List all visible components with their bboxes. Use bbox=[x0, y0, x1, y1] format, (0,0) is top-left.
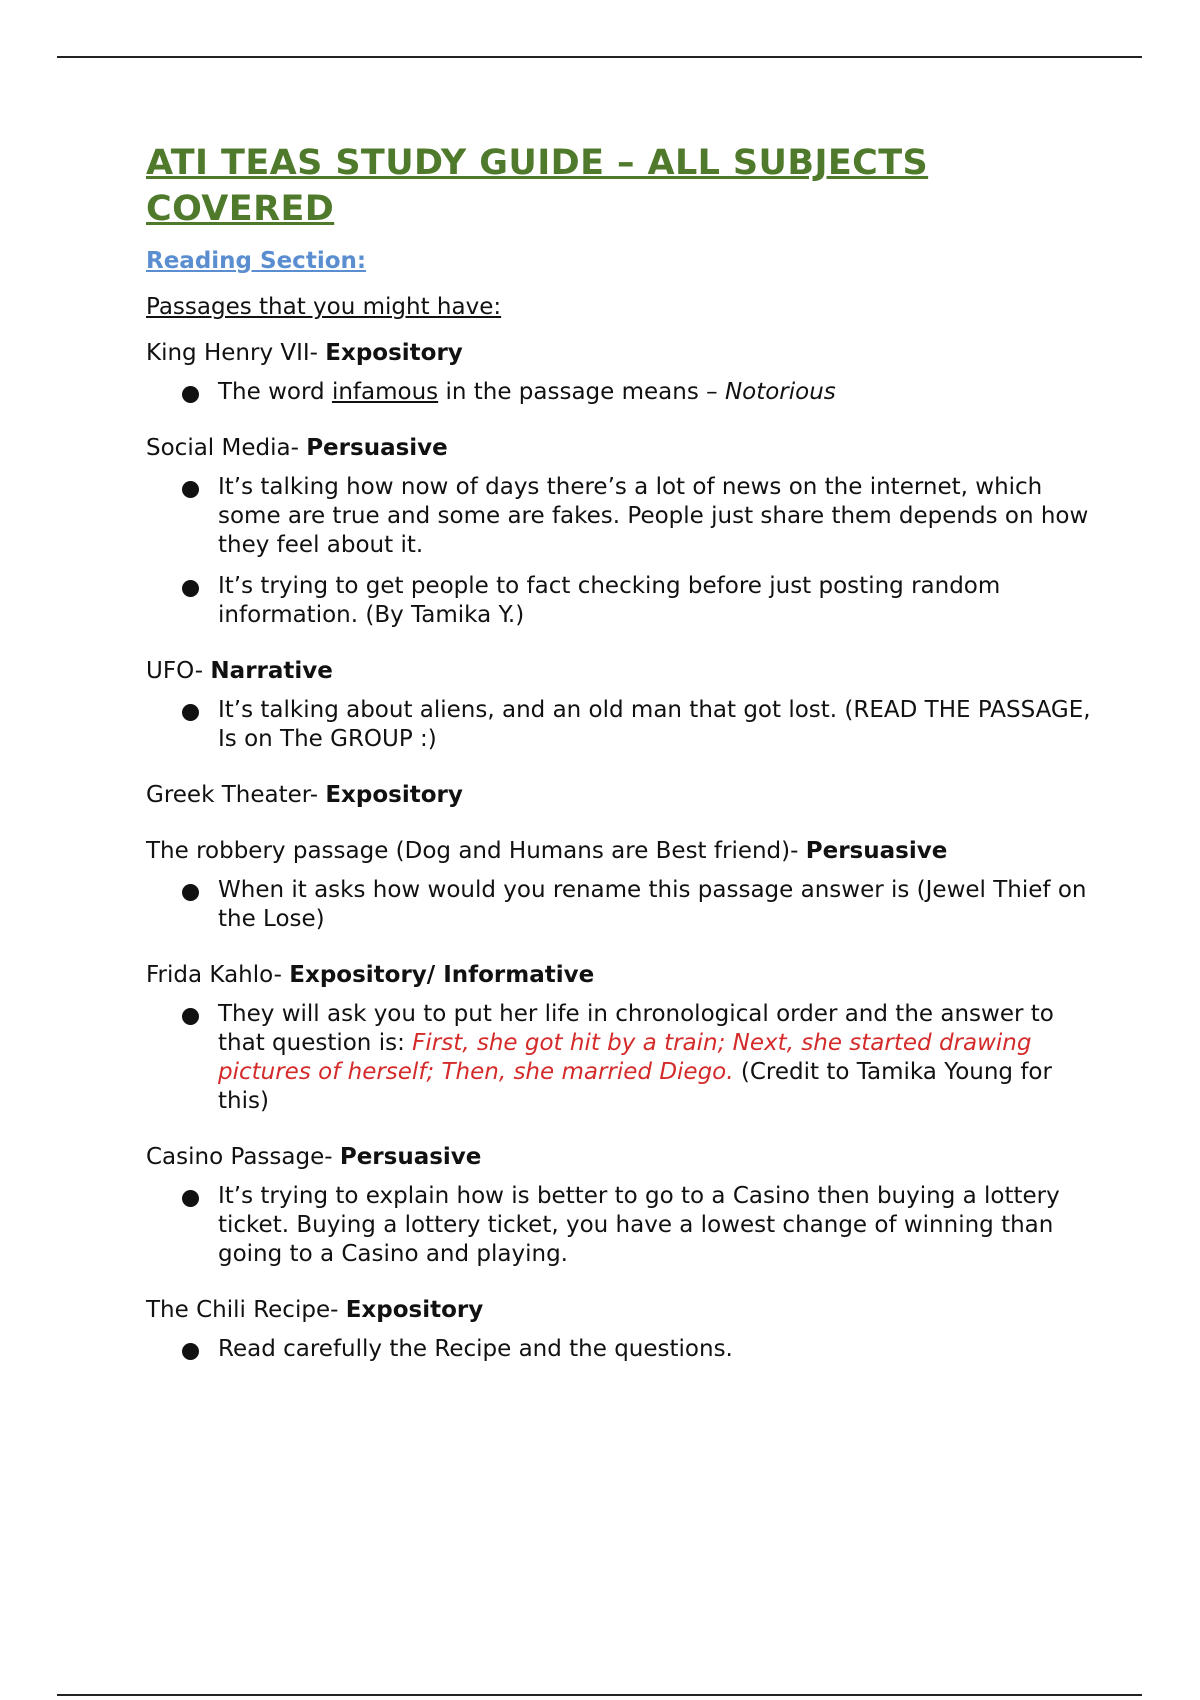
passages-subheading: Passages that you might have: bbox=[146, 294, 502, 320]
passage-name: The Chili Recipe- bbox=[146, 1297, 346, 1323]
note-item: Read carefully the Recipe and the questions. bbox=[182, 1335, 1096, 1364]
passage-name: Frida Kahlo- bbox=[146, 962, 290, 988]
passage-name: UFO- bbox=[146, 658, 211, 684]
note-item: When it asks how would you rename this passage answer is (Jewel Thief on the Lose) bbox=[182, 876, 1096, 934]
page-top-rule bbox=[57, 56, 1142, 58]
passage-heading bbox=[146, 836, 1096, 866]
passage-type: Expository bbox=[345, 1297, 484, 1323]
note-item: The word infamous in the passage means – Notorious bbox=[182, 378, 1096, 407]
bullet-icon bbox=[182, 481, 199, 498]
passage-type: Expository bbox=[325, 782, 463, 808]
passage-notes bbox=[146, 1335, 1096, 1364]
section-heading-reading: Reading Section: bbox=[146, 248, 367, 274]
passage-type: Persuasive bbox=[306, 435, 448, 461]
vocab-word: infamous bbox=[331, 379, 439, 405]
passage-heading bbox=[146, 960, 1096, 990]
passage-type: Expository/ Informative bbox=[289, 962, 595, 988]
page-bottom-rule bbox=[57, 1694, 1142, 1696]
highlighted-answer: First, she got hit by a train; Next, she started drawing pictures of herself; Then, she married Diego. bbox=[218, 1030, 1032, 1085]
bullet-icon bbox=[182, 1190, 199, 1207]
passage-name: Social Media- bbox=[146, 435, 307, 461]
note-item: It’s trying to explain how is better to go to a Casino then buying a lottery ticket. Buying a lottery ticket, you have a lowest change of winning than going to a Casino and playing. bbox=[182, 1182, 1096, 1269]
passage-notes bbox=[146, 1182, 1096, 1269]
passage-notes bbox=[146, 1000, 1096, 1116]
passage-heading bbox=[146, 338, 1096, 368]
passage-name: King Henry VII- bbox=[146, 340, 326, 366]
document-body bbox=[146, 140, 1096, 1376]
note-item: It’s trying to get people to fact checking before just posting random information. (By Tamika Y.) bbox=[182, 572, 1096, 630]
passage-notes bbox=[146, 876, 1096, 934]
passage-notes bbox=[146, 473, 1096, 630]
passage-name: The robbery passage (Dog and Humans are Best friend)- bbox=[146, 838, 806, 864]
bullet-icon bbox=[182, 1008, 199, 1025]
bullet-icon bbox=[182, 1343, 199, 1360]
passage-name: Greek Theater- bbox=[146, 782, 326, 808]
bullet-icon bbox=[182, 580, 199, 597]
passage-heading bbox=[146, 780, 1096, 810]
bullet-icon bbox=[182, 884, 199, 901]
passage-type: Expository bbox=[325, 340, 463, 366]
passage-heading bbox=[146, 1142, 1096, 1172]
passage-type: Persuasive bbox=[805, 838, 948, 864]
passage-heading bbox=[146, 656, 1096, 686]
note-item: They will ask you to put her life in chronological order and the answer to that question is: First, she got hit by a train; Next, she started drawing pictures of herself; Then, she married Diego. (Credit to Tamika Young for this) bbox=[182, 1000, 1096, 1116]
note-item: It’s talking about aliens, and an old man that got lost. (READ THE PASSAGE, Is on The GROUP :) bbox=[182, 696, 1096, 754]
passage-heading bbox=[146, 433, 1096, 463]
passage-notes bbox=[146, 378, 1096, 407]
document-title: ATI TEAS STUDY GUIDE – ALL SUBJECTS COVERED bbox=[146, 143, 929, 229]
bullet-icon bbox=[182, 704, 199, 721]
passage-name: Casino Passage- bbox=[146, 1144, 340, 1170]
passage-notes bbox=[146, 696, 1096, 754]
vocab-answer: Notorious bbox=[724, 379, 836, 405]
passage-heading bbox=[146, 1295, 1096, 1325]
bullet-icon bbox=[182, 386, 199, 403]
note-item: It’s talking how now of days there’s a lot of news on the internet, which some are true and some are fakes. People just share them depends on how they feel about it. bbox=[182, 473, 1096, 560]
passage-type: Narrative bbox=[210, 658, 333, 684]
passage-type: Persuasive bbox=[339, 1144, 482, 1170]
